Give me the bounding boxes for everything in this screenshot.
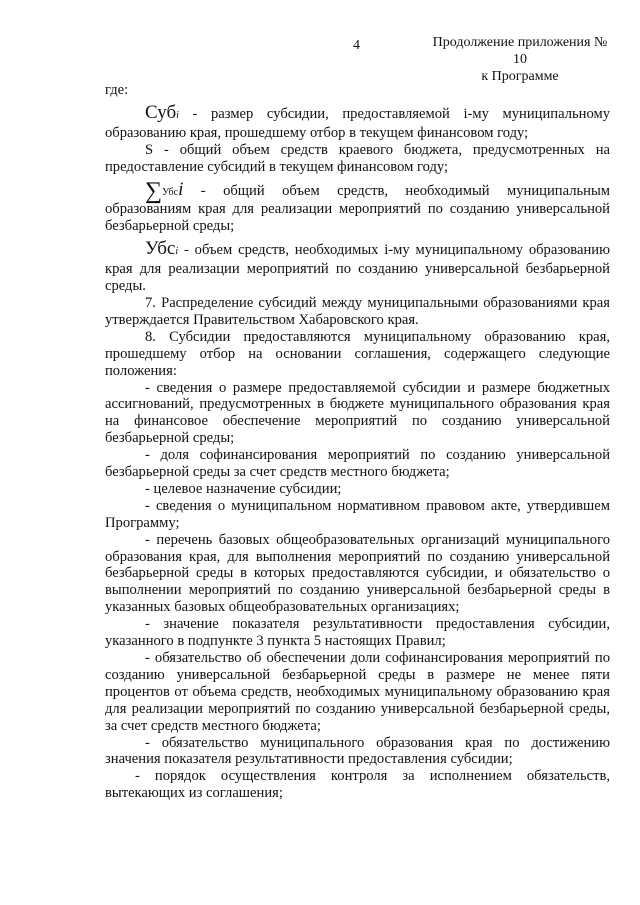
def-sub-text: - размер субсидии, предоставляемой i-му муниципальному образованию края, прошедшему отбор в текущем финансовом году; — [105, 105, 610, 141]
def-sum — [105, 177, 610, 236]
paragraph-7: 7. Распределение субсидий между муниципальными образованиями края утверждается Правительством Хабаровского края. — [105, 294, 610, 328]
list-item: - сведения о муниципальном нормативном правовом акте, утвердившем Программу; — [105, 497, 610, 531]
page-number: 4 — [353, 38, 360, 53]
formula-sub-index: i — [176, 109, 179, 121]
paragraph-8: 8. Субсидии предоставляются муниципальному образованию края, прошедшему отбор на основании соглашения, содержащего следующие положения: — [105, 328, 610, 379]
formula-sub-symbol: Суб — [145, 101, 177, 123]
list-item: - доля софинансирования мероприятий по созданию универсальной безбарьерной среды за счет средств местного бюджета; — [105, 447, 610, 481]
def-ubs — [105, 238, 610, 295]
list-item: - обязательство муниципального образования края по достижению значения показателя результативности предоставления субсидии; — [105, 734, 610, 768]
def-ubs-text: - объем средств, необходимых i-му муниципальному образованию края для реализации мероприятий по созданию универсальной безбарьерной среды. — [105, 242, 610, 295]
formula-ubs-symbol: Убс — [145, 238, 176, 260]
list-item: - обязательство об обеспечении доли софинансирования мероприятий по созданию универсальной безбарьерной среды в размере не менее пяти процентов от объема средств, необходимых муниципальному образованию края для реализации мероприятий по созданию универсальной безбарьерной среды, за счет средств местного бюджета; — [105, 650, 610, 734]
sigma-subscript: Убс — [162, 186, 179, 198]
def-sum-text: - общий объем средств, необходимый муниципальным образованиям края для реализации мероприятий по созданию универсальной безбарьерной среды; — [105, 182, 610, 235]
sigma-index: i — [178, 178, 184, 200]
appendix-line-1: Продолжение приложения № 10 — [432, 35, 608, 67]
def-s: S - общий объем средств краевого бюджета, предусмотренных на предоставление субсидий в текущем финансовом году; — [105, 141, 610, 175]
appendix-line-2: к Программе — [481, 69, 559, 84]
list-item: - значение показателя результативности предоставления субсидии, указанного в подпункте 3 пункта 5 настоящих Правил; — [105, 616, 610, 650]
sigma-symbol: ∑ — [145, 177, 163, 204]
document-body — [105, 82, 610, 802]
formula-ubs-index: i — [175, 246, 179, 258]
where-label: где: — [105, 82, 129, 98]
list-item: - перечень базовых общеобразовательных организаций муниципального образования края, для выполнения мероприятий по созданию универсальной безбарьерной среды в которых предоставляются субсидии, и обязательство о выполнении мероприятий по созданию универсальной безбарьерной среды в указанных базовых общеобразовательных организациях; — [105, 531, 610, 616]
list-item: - порядок осуществления контроля за исполнением обязательств, вытекающих из соглашения; — [105, 768, 610, 802]
appendix-header — [425, 34, 615, 85]
list-item: - сведения о размере предоставляемой субсидии и размере бюджетных ассигнований, предусмотренных в бюджете муниципального образования края на финансовое обеспечение мероприятий по созданию универсальной безбарьерной среды; — [105, 379, 610, 447]
list-item: - целевое назначение субсидии; — [145, 480, 342, 497]
def-sub — [105, 101, 610, 142]
